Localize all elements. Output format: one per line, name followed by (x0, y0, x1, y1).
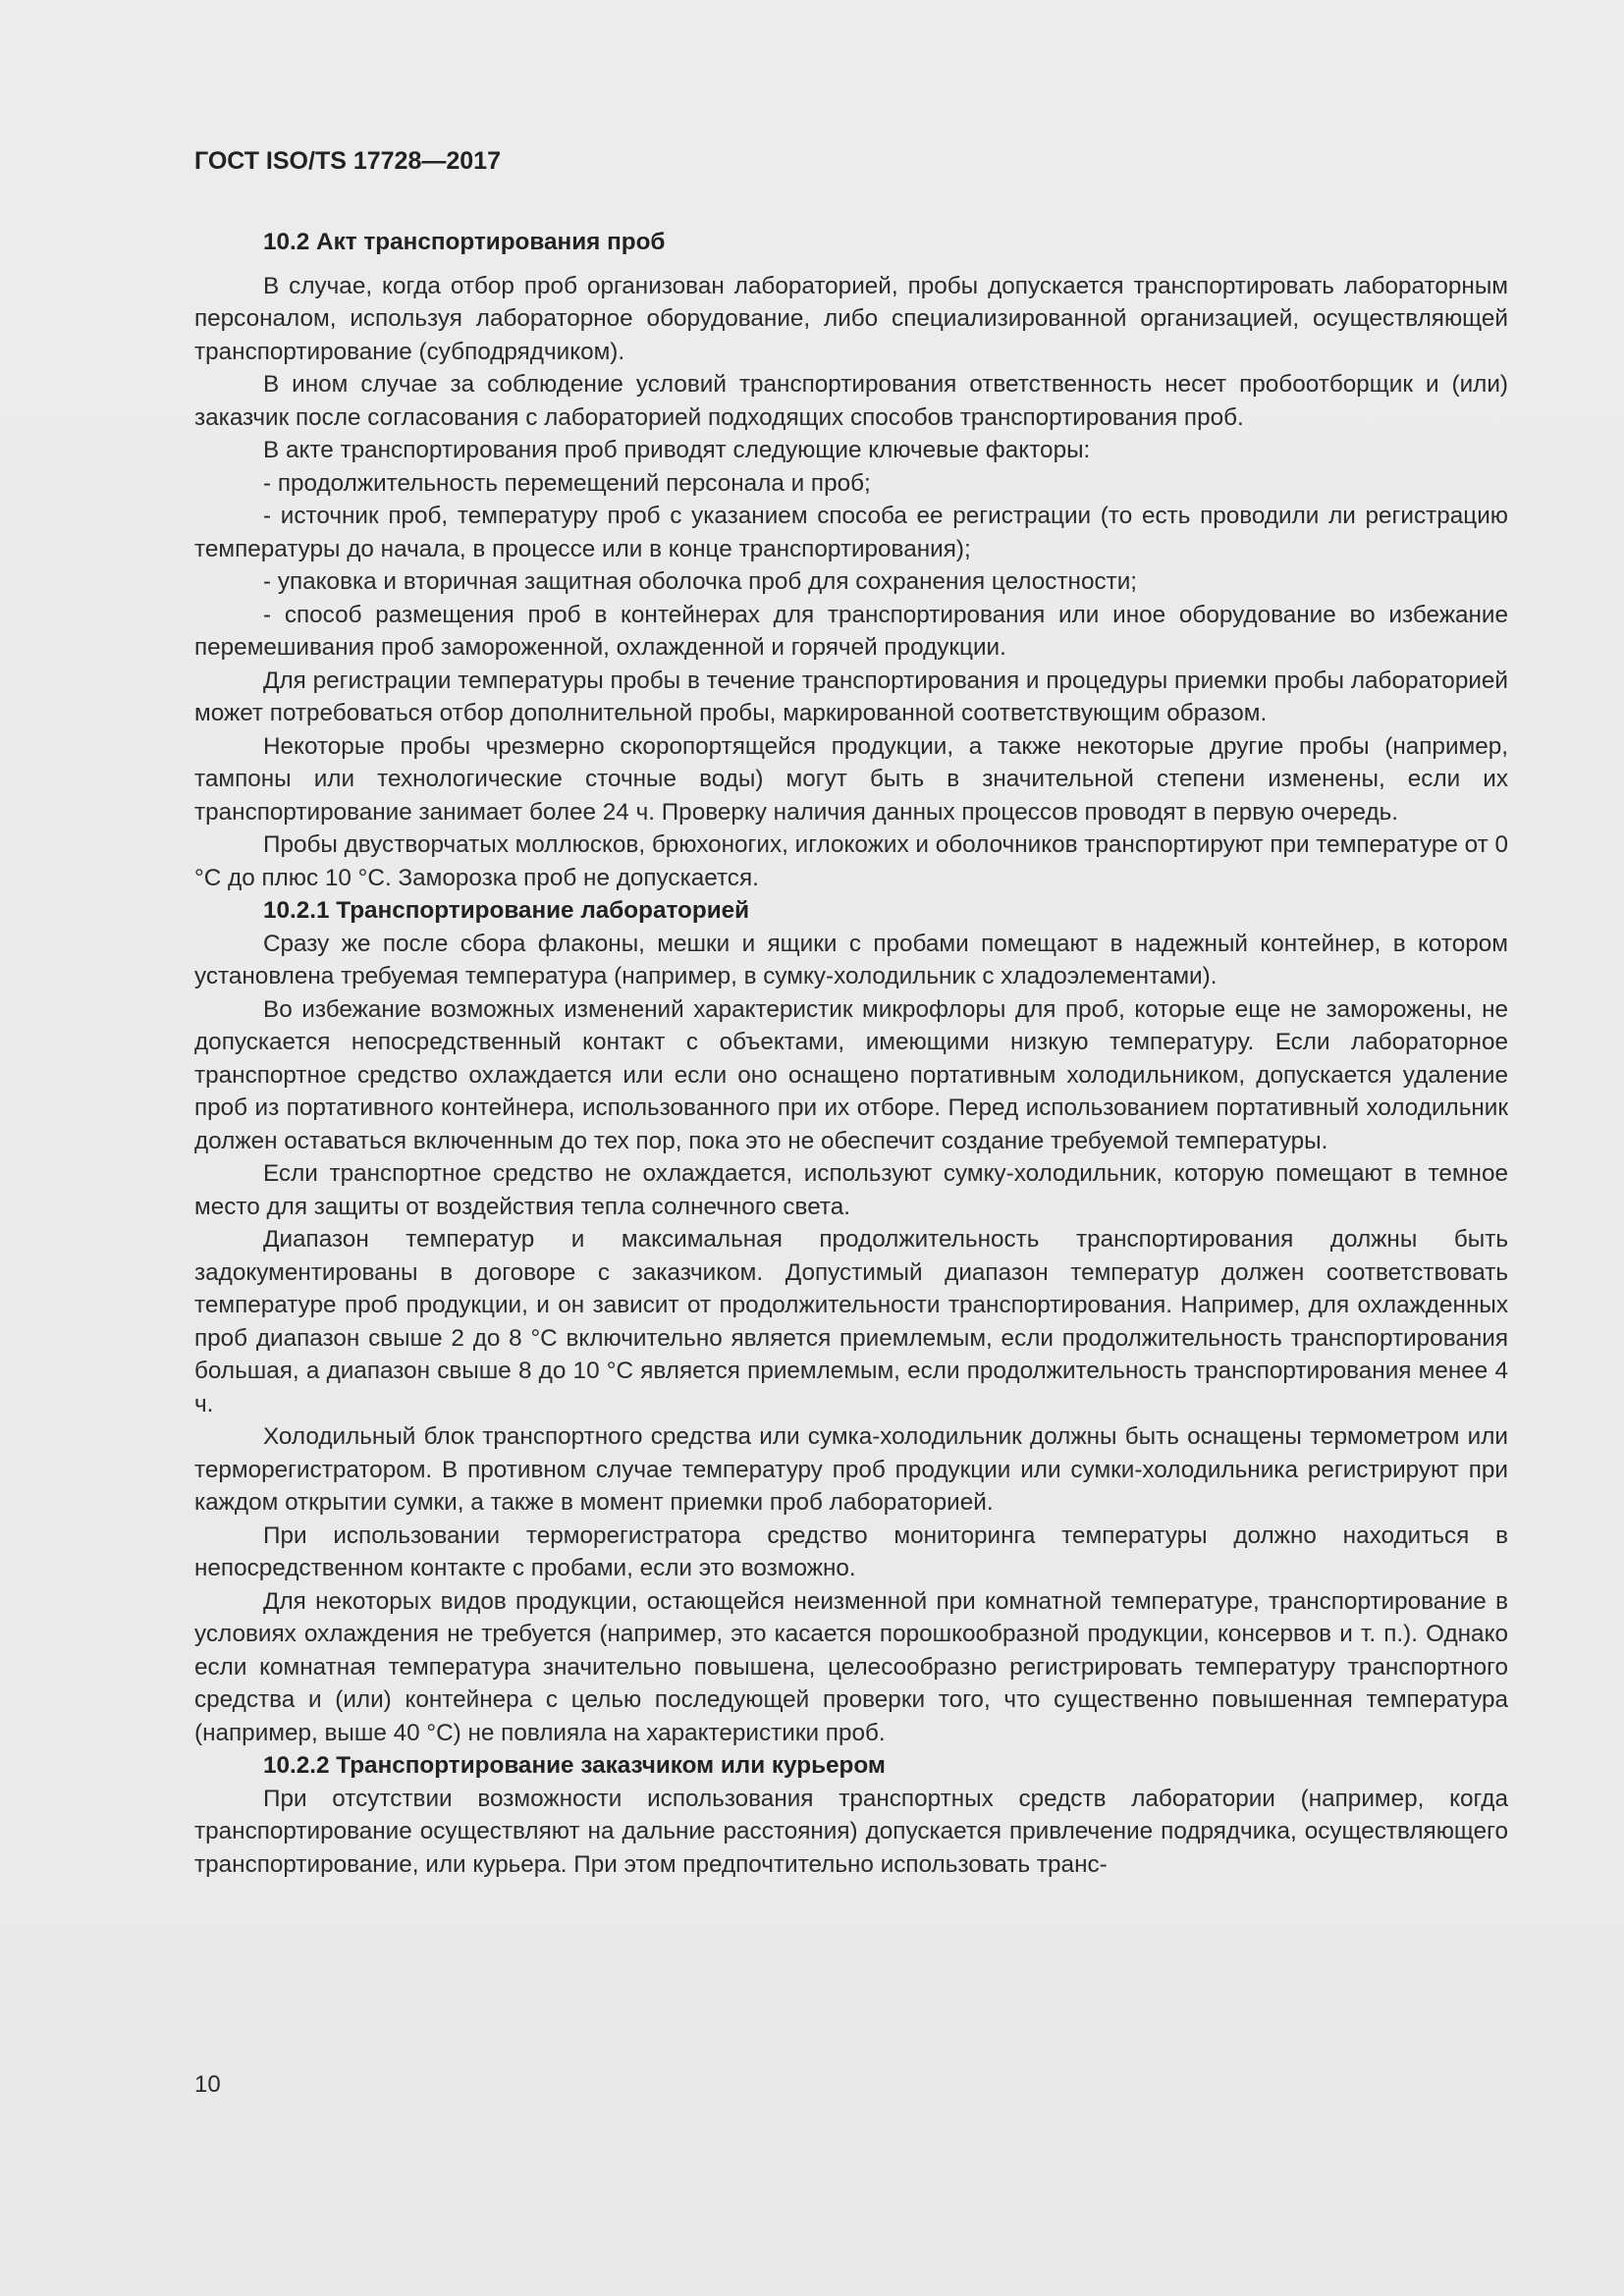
paragraph: Для регистрации температуры пробы в течение транспортирования и процедуры приемки пробы лабораторией может потребоваться отбор дополнительной пробы, маркированной соответствующим образом. (194, 667, 1508, 726)
paragraph: Холодильный блок транспортного средства или сумка-холодильник должны быть оснащены термометром или терморегистратором. В противном случае температуру проб продукции или сумки-холодильника регистрируют при каждом открытии сумки, а также в момент приемки проб лабораторией. (194, 1423, 1508, 1516)
paragraph: Для некоторых видов продукции, остающейся неизменной при комнатной температуре, транспортирование в условиях охлаждения не требуется (например, это касается порошкообразной продукции, консервов и т. п.). Однако если комнатная температура значительно повышена, целесообразно регистрировать температуру транспортного средства и (или) контейнера с целью последующей проверки того, что существенно повышенная температура (например, выше 40 °С) не повлияла на характеристики проб. (194, 1587, 1508, 1746)
list-item: - продолжительность перемещений персонала и проб; (263, 469, 871, 497)
section-heading-10-2: 10.2 Акт транспортирования проб (263, 229, 666, 255)
paragraph: При отсутствии возможности использования транспортных средств лаборатории (например, когда транспортирование осуществляют на дальние расстояния) допускается привлечение подрядчика, осуществляющего транспортирование, или курьера. При этом предпочтительно использовать транс- (194, 1785, 1508, 1878)
paragraph: В акте транспортирования проб приводят следующие ключевые факторы: (263, 437, 1091, 463)
paragraph: При использовании терморегистратора средство мониторинга температуры должно находиться в непосредственном контакте с пробами, если это возможно. (194, 1522, 1508, 1581)
document-header: ГОСТ ISO/TS 17728—2017 (194, 147, 501, 175)
document-body (194, 226, 1508, 1881)
paragraph: В случае, когда отбор проб организован лабораторией, пробы допускается транспортировать лабораторным персоналом, используя лабораторное оборудование, либо специализированной организацией, осуществляющей транспортирование (субподрядчиком). (194, 272, 1508, 365)
paragraph: Во избежание возможных изменений характеристик микрофлоры для проб, которые еще не заморожены, не допускается непосредственный контакт с объектами, имеющими низкую температуру. Если лабораторное транспортное средство охлаждается или если оно оснащено портативным холодильником, допускается удаление проб из портативного контейнера, использованного при их отборе. Перед использованием портативный холодильник должен оставаться включенным до тех пор, пока это не обеспечит создание требуемой температуры. (194, 995, 1508, 1154)
paragraph: Сразу же после сбора флаконы, мешки и ящики с пробами помещают в надежный контейнер, в котором установлена требуемая температура (например, в сумку-холодильник с хладоэлементами). (194, 930, 1508, 989)
section-heading-10-2-2: 10.2.2 Транспортирование заказчиком или курьером (263, 1752, 886, 1779)
section-heading-10-2-1: 10.2.1 Транспортирование лабораторией (263, 897, 750, 924)
paragraph: Диапазон температур и максимальная продолжительность транспортирования должны быть задокументированы в договоре с заказчиком. Допустимый диапазон температур должен соответствовать температуре проб продукции, и он зависит от продолжительности транспортирования. Например, для охлажденных проб диапазон свыше 2 до 8 °С включительно является приемлемым, если продолжительность транспортирования большая, а диапазон свыше 8 до 10 °С является приемлемым, если продолжительность транспортирования менее 4 ч. (194, 1226, 1508, 1417)
list-item: - упаковка и вторичная защитная оболочка проб для сохранения целостности; (263, 568, 1138, 595)
list-item: - способ размещения проб в контейнерах для транспортирования или иное оборудование во избежание перемешивания проб замороженной, охлажденной и горячей продукции. (194, 601, 1508, 661)
list-item: - источник проб, температуру проб с указанием способа ее регистрации (то есть проводили ли регистрацию температуры до начала, в процессе или в конце транспортирования); (194, 503, 1508, 562)
paragraph: Некоторые пробы чрезмерно скоропортящейся продукции, а также некоторые другие пробы (например, тампоны или технологические сточные воды) могут быть в значительной степени изменены, если их транспортирование занимает более 24 ч. Проверку наличия данных процессов проводят в первую очередь. (194, 732, 1508, 826)
paragraph: В ином случае за соблюдение условий транспортирования ответственность несет пробоотборщик и (или) заказчик после согласования с лабораторией подходящих способов транспортирования проб. (194, 371, 1508, 431)
paragraph: Если транспортное средство не охлаждается, используют сумку-холодильник, которую помещают в темное место для защиты от воздействия тепла солнечного света. (194, 1160, 1508, 1220)
page-number: 10 (194, 2071, 221, 2098)
paragraph: Пробы двустворчатых моллюсков, брюхоногих, иглокожих и оболочников транспортируют при температуре от 0 °С до плюс 10 °С. Заморозка проб не допускается. (194, 831, 1508, 891)
